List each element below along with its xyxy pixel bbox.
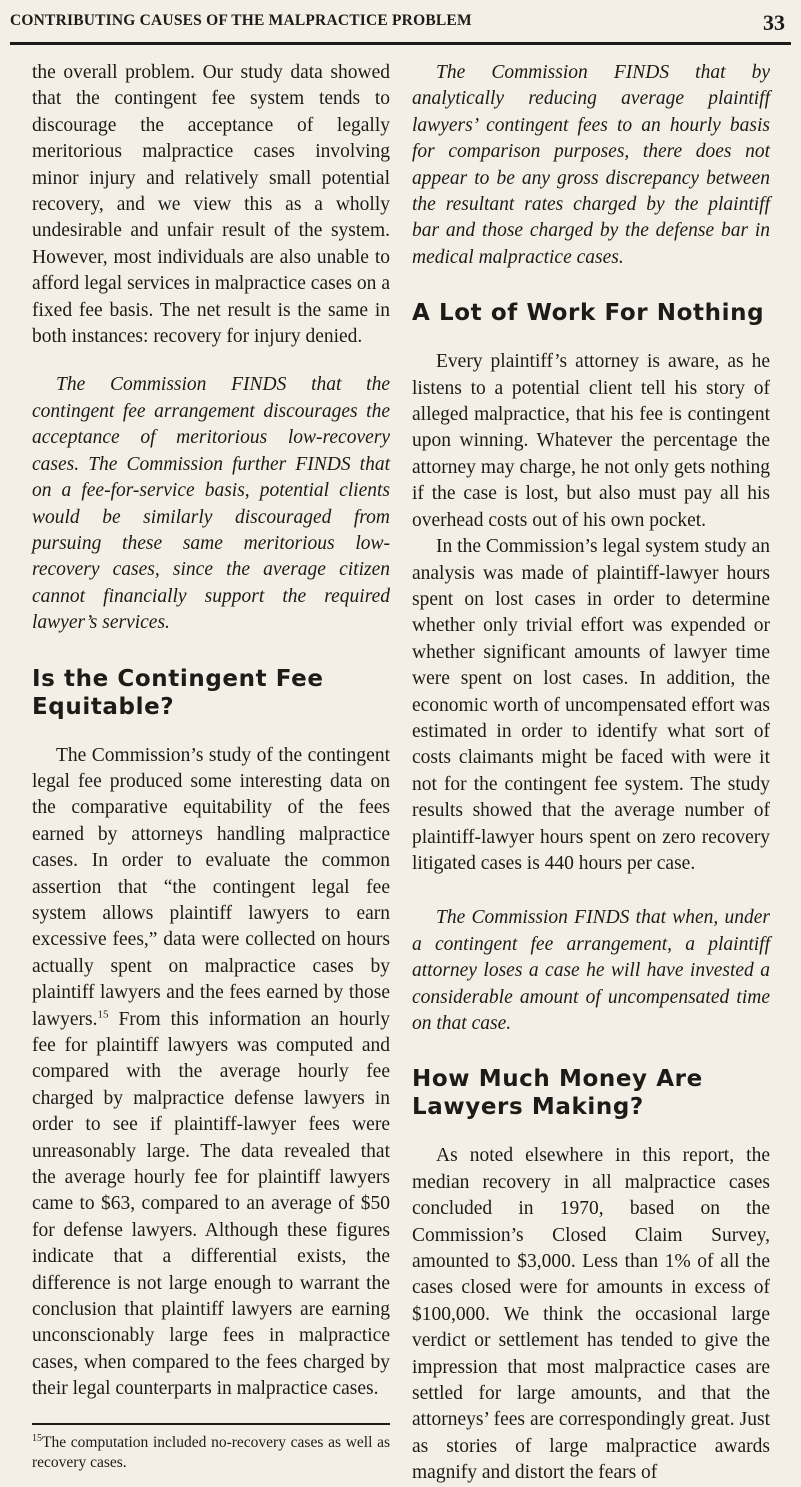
right-column [412,60,770,1487]
page-header [10,8,791,38]
header-rule [10,42,791,45]
paragraph-plaintiff-attorney: Every plaintiff’s attorney is aware, as he listens to a potential client tell his story of alleged malpractice, that his fee is contingent upon winning. Whatever the percentage the attorney may charge, he not only gets nothing if the case is lost, but also must pay all his overhead costs out of his own pocket. [412,351,770,531]
heading-contingent-fee-equitable: Is the Contingent Fee Equitable? [32,665,324,720]
footnote-number: 15 [32,1432,42,1444]
footnote [32,1433,390,1473]
paragraph-fee-study-part1: The Commission’s study of the contingent legal fee produced some interesting data on the comparative equitability of the fees earned by attorneys handling malpractice cases. In order to evaluate the common assertion that “the contingent legal fee system allows plaintiff lawyers to earn excessive fees,” data were collected on hours actually spent on malpractice cases by plaintiff lawyers and the fees earned by those lawyers. [32,744,390,1030]
finding-low-recovery: The Commission FINDS that the contingent fee arrangement discourages the acceptance of meritorious low-recovery cases. The Commission further FINDS that on a fee-for-service basis, potential clients would be similarly discouraged from pursuing these same meritorious low-recovery cases, since the average citizen cannot financially support the required lawyer’s services. [32,374,390,634]
left-column [32,60,390,1473]
running-head: CONTRIBUTING CAUSES OF THE MALPRACTICE PROBLEM [10,12,472,29]
finding-hourly-comparison: The Commission FINDS that by analytically reducing average plaintiff lawyers’ contingent fees to an hourly basis for comparison purposes, there does not appear to be any gross discrepancy between the resultant rates charged by the plaintiff bar and those charged by the defense bar in medical malpractice cases. [412,62,770,268]
page-number: 33 [763,10,785,35]
paragraph-fee-study-part2: From this information an hourly fee for plaintiff lawyers was computed and compared with the average hourly fee charged by malpractice defense lawyers in order to see if plaintiff-lawyer fees were unreasonably large. The data revealed that the average hourly fee for plaintiff lawyers came to $63, compared to an average of $50 for defense lawyers. Although these figures indicate that a differential exists, the difference is not large enough to warrant the conclusion that plaintiff lawyers are earning unconscionably large fees in malpractice cases, when compared to the fees charged by their legal counterparts in malpractice cases. [32,1008,390,1400]
paragraph-fee-study [32,743,390,1403]
footnote-reference: 15 [97,1008,109,1021]
paragraph-median-recovery: As noted elsewhere in this report, the median recovery in all malpractice cases concluded in 1970, based on the Commission’s Closed Claim Survey, amounted to $3,000. Less than 1% of all the cases closed were for amounts in excess of $100,000. We think the occasional large verdict or settlement has tended to give the impression that most malpractice cases are settled for large amounts, and that the attorneys’ fees are correspondingly great. Just as stories of large malpractice awards magnify and distort the fears of [412,1145,770,1484]
finding-uncompensated-time: The Commission FINDS that when, under a contingent fee arrangement, a plaintiff attorney loses a case he will have invested a considerable amount of uncompensated time on that case. [412,907,770,1034]
footnote-text: The computation included no-recovery cases as well as recovery cases. [32,1433,390,1471]
footnote-rule [32,1423,390,1425]
heading-how-much-money: How Much Money Are Lawyers Making? [412,1066,703,1121]
paragraph-lost-cases-study: In the Commission’s legal system study an analysis was made of plaintiff-lawyer hours spent on lost cases in order to determine whether only trivial effort was expended or whether significant amounts of lawyer time were spent on lost cases. In addition, the economic worth of uncompensated effort was estimated in order to identify what sort of costs claimants might be faced with were it not for the contingent fee system. The study results showed that the average number of plaintiff-lawyer hours spent on zero recovery litigated cases is 440 hours per case. [412,536,770,874]
paragraph-overall-problem: the overall problem. Our study data showed that the contingent fee system tends to discourage the acceptance of legally meritorious malpractice cases involving minor injury and relatively small potential recovery, and we view this as a wholly undesirable and unfair result of the system. However, most individuals are also unable to afford legal services in malpractice cases on a fixed fee basis. The net result is the same in both instances: recovery for injury denied. [32,62,390,348]
heading-lot-of-work: A Lot of Work For Nothing [412,300,765,327]
